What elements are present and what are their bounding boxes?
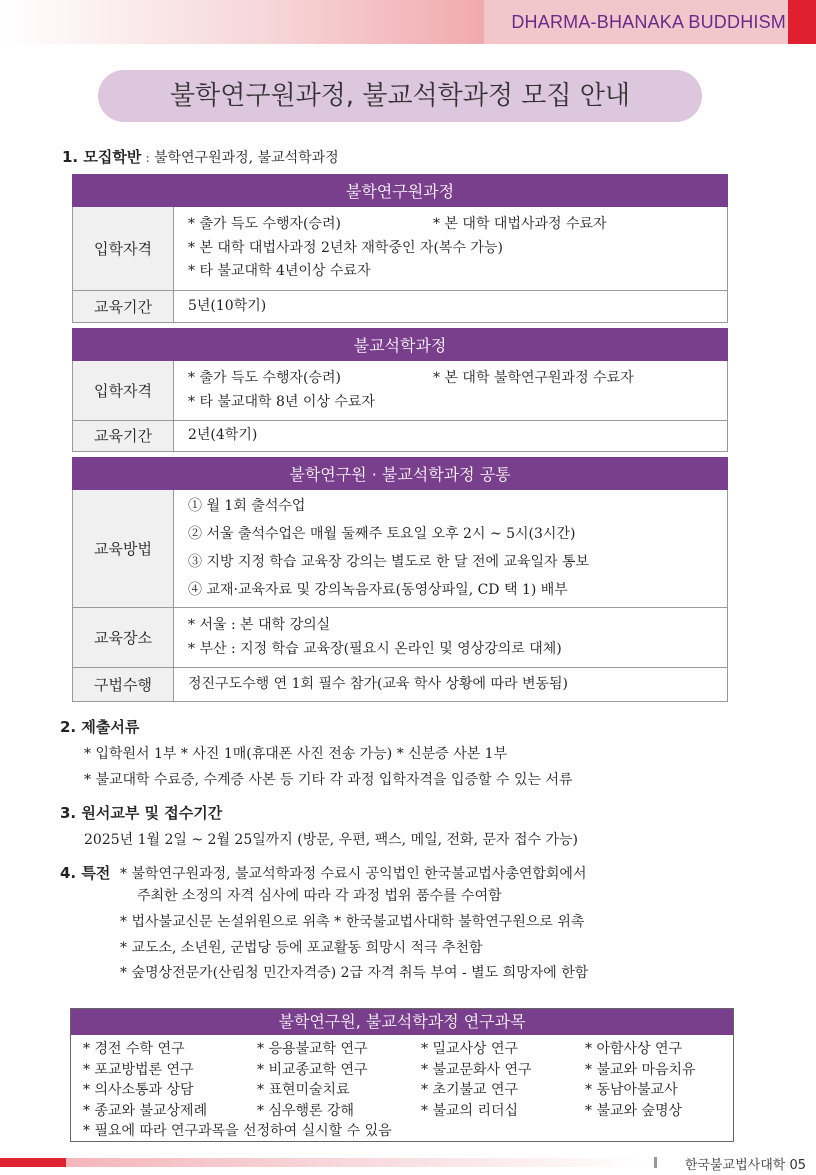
subject-item: * 종교와 불교상제례 [83,1102,208,1119]
method-line: ④ 교재·교육자료 및 강의녹음자료(동영상파일, CD 택 1) 배부 [188,582,568,598]
table-common-title: 불학연구원 · 불교석학과정 공통 [73,458,728,490]
section-documents-title: 2. 제출서류 [60,718,140,736]
benefits-line: * 숲명상전문가(산림청 민간자격증) 2급 자격 취득 부여 - 별도 희망자에 한함 [120,965,589,981]
label-method: 교육방법 [73,490,174,608]
documents-line: * 불교대학 수료증, 수계증 사본 등 기타 각 과정 입학자격을 입증할 수 있는 서류 [84,772,573,788]
section-application-title: 3. 원서교부 및 접수기간 [60,804,223,822]
label-location: 교육장소 [73,608,174,668]
subject-item: * 의사소통과 상담 [83,1082,194,1098]
label-duration: 교육기간 [73,291,174,323]
value-admission [174,207,728,291]
benefits-line: 주최한 소정의 자격 심사에 따라 각 과정 법위 품수를 수여함 [137,888,502,904]
admission-line: * 타 불교대학 8년 이상 수료자 [188,393,375,410]
value-duration: 2년(4학기) [174,421,728,452]
method-line: ① 월 1회 출석수업 [188,498,306,514]
subject-item: * 밀교사상 연구 [421,1041,519,1057]
method-line: ③ 지방 지정 학습 교육장 강의는 별도로 한 달 전에 교육일자 통보 [188,554,590,570]
admission-line: * 출가 득도 수행자(승려) [188,216,341,233]
subject-item: * 경전 수학 연구 [83,1041,185,1057]
subject-item: * 포교방법론 연구 [83,1061,194,1078]
section-documents-heading [60,716,139,737]
subject-item: * 동남아불교사 [585,1082,678,1098]
application-period: 2025년 1월 2일 ~ 2월 25일까지 (방문, 우편, 팩스, 메일, 전화, 문자 접수 가능) [84,832,578,848]
table-research-course [72,174,728,323]
subject-item: * 불교와 숲명상 [585,1102,683,1119]
subjects-row [83,1079,733,1100]
section-application-heading [60,802,222,823]
label-admission: 입학자격 [73,207,174,291]
subject-item: * 응용불교학 연구 [257,1041,368,1057]
benefits-line: * 불학연구원과정, 불교석학과정 수료시 공익법인 한국불교법사총연합회에서 [120,866,587,882]
section-recruit-sep: : [141,151,154,166]
method-line: ② 서울 출석수업은 매월 둘째주 토요일 오후 2시 ~ 5시(3시간) [188,526,576,542]
footer-accent [0,1158,66,1167]
benefits-line: * 교도소, 소년원, 군법당 등에 포교활동 희망시 적극 추천함 [120,940,483,956]
subjects-box [70,1008,734,1142]
value-method [174,490,728,608]
subject-item: * 표현미술치료 [257,1082,350,1098]
value-admission [174,361,728,421]
table-research-title: 불학연구원과정 [73,175,728,207]
subjects-grid [71,1035,733,1141]
footer-bar [0,1158,646,1167]
subjects-row [83,1100,733,1121]
value-practice: 정진구도수행 연 1회 필수 참가(교육 학사 상황에 따라 변동됨) [174,668,728,702]
subjects-row [83,1038,733,1059]
location-line: * 서울 : 본 대학 강의실 [188,617,331,633]
value-duration: 5년(10학기) [174,291,728,323]
brand-title: DHARMA-BHANAKA BUDDHISM [511,12,786,32]
section-recruit [62,146,339,167]
subject-item: * 심우행론 강해 [257,1102,355,1119]
location-line: * 부산 : 지정 학습 교육장(필요시 온라인 및 영상강의로 대체) [188,640,562,657]
subject-item: * 불교와 마음치유 [585,1061,696,1078]
subject-item: * 불교의 리더십 [421,1102,519,1119]
admission-line: * 타 불교대학 4년이상 수료자 [188,263,371,280]
footer-separator [654,1157,657,1168]
section-benefits-heading [60,862,110,883]
table-master-title: 불교석학과정 [73,329,728,361]
subject-item: * 비교종교학 연구 [257,1061,368,1078]
label-admission: 입학자격 [73,361,174,421]
label-duration: 교육기간 [73,421,174,452]
brand-accent [788,0,816,44]
section-recruit-value: 불학연구원과정, 불교석학과정 [153,150,339,166]
table-master-course [72,328,728,452]
page-title: 불학연구원과정, 불교석학과정 모집 안내 [98,70,702,122]
section-benefits-title: 4. 특전 [60,864,111,882]
admission-line: * 본 대학 불학연구원과정 수료자 [433,370,634,386]
admission-line: * 본 대학 대법사과정 2년차 재학중인 자(복수 가능) [188,239,503,256]
subjects-row [83,1059,733,1080]
subject-item: * 불교문화사 연구 [421,1061,532,1078]
documents-line: * 입학원서 1부 * 사진 1매(휴대폰 사진 전송 가능) * 신분증 사본 1부 [84,746,508,762]
benefits-line: * 법사불교신문 논설위원으로 위촉 * 한국불교법사대학 불학연구원으로 위촉 [120,914,585,930]
value-location [174,608,728,668]
admission-line: * 본 대학 대법사과정 수료자 [433,216,607,233]
label-practice: 구법수행 [73,668,174,702]
subjects-note: * 필요에 따라 연구과목을 선정하여 실시할 수 있음 [83,1123,392,1139]
admission-line: * 출가 득도 수행자(승려) [188,370,341,386]
page-footer: 한국불교법사대학 05 [684,1158,806,1173]
subject-item: * 초기불교 연구 [421,1082,519,1098]
subject-item: * 아함사상 연구 [585,1041,683,1057]
section-recruit-heading: 1. 모집학반 [62,148,142,166]
subjects-title: 불학연구원, 불교석학과정 연구과목 [71,1009,733,1035]
table-common [72,457,728,702]
